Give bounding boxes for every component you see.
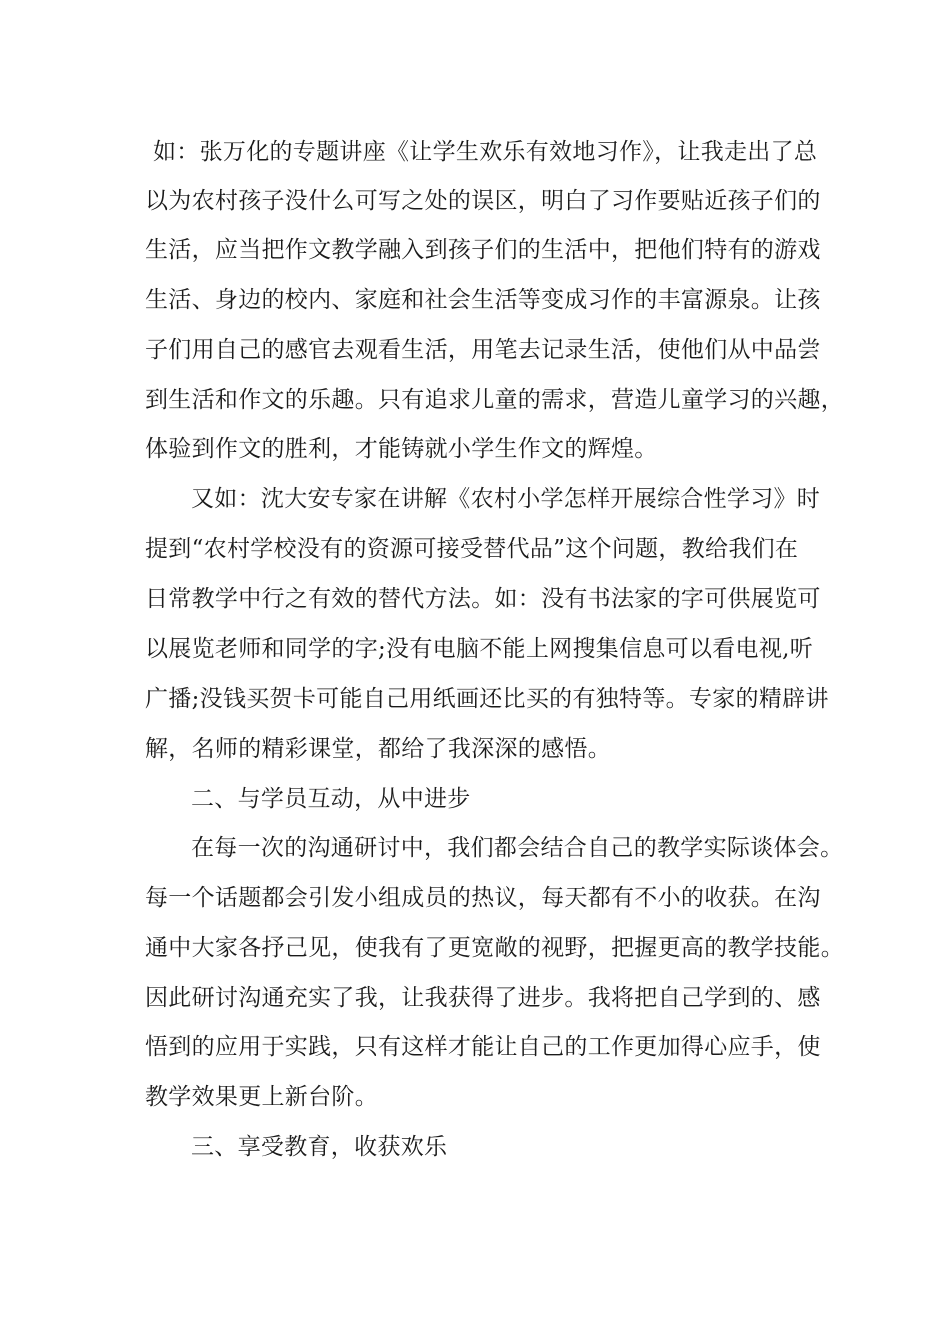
- section-heading: 二、与学员互动，从中进步: [191, 786, 471, 812]
- text-line: 提到“农村学校没有的资源可接受替代品”这个问题，教给我们在: [145, 536, 799, 562]
- text-line: 体验到作文的胜利，才能铸就小学生作文的辉煌。: [145, 436, 658, 462]
- text-line: 因此研讨沟通充实了我，让我获得了进步。我将把自己学到的、感: [145, 985, 821, 1011]
- text-line: 以为农村孩子没什么可写之处的误区，明白了习作要贴近孩子们的: [145, 188, 821, 214]
- text-line: 日常教学中行之有效的替代方法。如：没有书法家的字可供展览可: [145, 586, 821, 612]
- text-line: 如：张万化的专题讲座《让学生欢乐有效地习作》，让我走出了总: [153, 139, 818, 165]
- text-line: 解，名师的精彩课堂，都给了我深深的感悟。: [145, 736, 611, 762]
- text-line: 生活，应当把作文教学融入到孩子们的生活中，把他们特有的游戏: [145, 237, 821, 263]
- text-line: 又如：沈大安专家在讲解《农村小学怎样开展综合性学习》时: [191, 486, 821, 512]
- text-line: 悟到的应用于实践，只有这样才能让自己的工作更加得心应手，使: [145, 1034, 821, 1060]
- text-line: 通中大家各抒己见，使我有了更宽敞的视野，把握更高的教学技能。: [145, 935, 844, 961]
- text-line: 到生活和作文的乐趣。只有追求儿童的需求，营造儿童学习的兴趣，: [145, 387, 844, 413]
- text-line: 广播;没钱买贺卡可能自己用纸画还比买的有独特等。专家的精辟讲: [145, 686, 829, 712]
- text-line: 教学效果更上新台阶。: [145, 1084, 378, 1110]
- section-heading: 三、享受教育，收获欢乐: [191, 1134, 448, 1160]
- text-line: 子们用自己的感官去观看生活，用笔去记录生活，使他们从中品尝: [145, 337, 821, 363]
- text-line: 每一个话题都会引发小组成员的热议，每天都有不小的收获。在沟: [145, 885, 821, 911]
- text-line: 在每一次的沟通研讨中，我们都会结合自己的教学实际谈体会。: [191, 835, 844, 861]
- text-line: 以展览老师和同学的字;没有电脑不能上网搜集信息可以看电视,听: [145, 636, 814, 662]
- text-line: 生活、身边的校内、家庭和社会生活等变成习作的丰富源泉。让孩: [145, 287, 821, 313]
